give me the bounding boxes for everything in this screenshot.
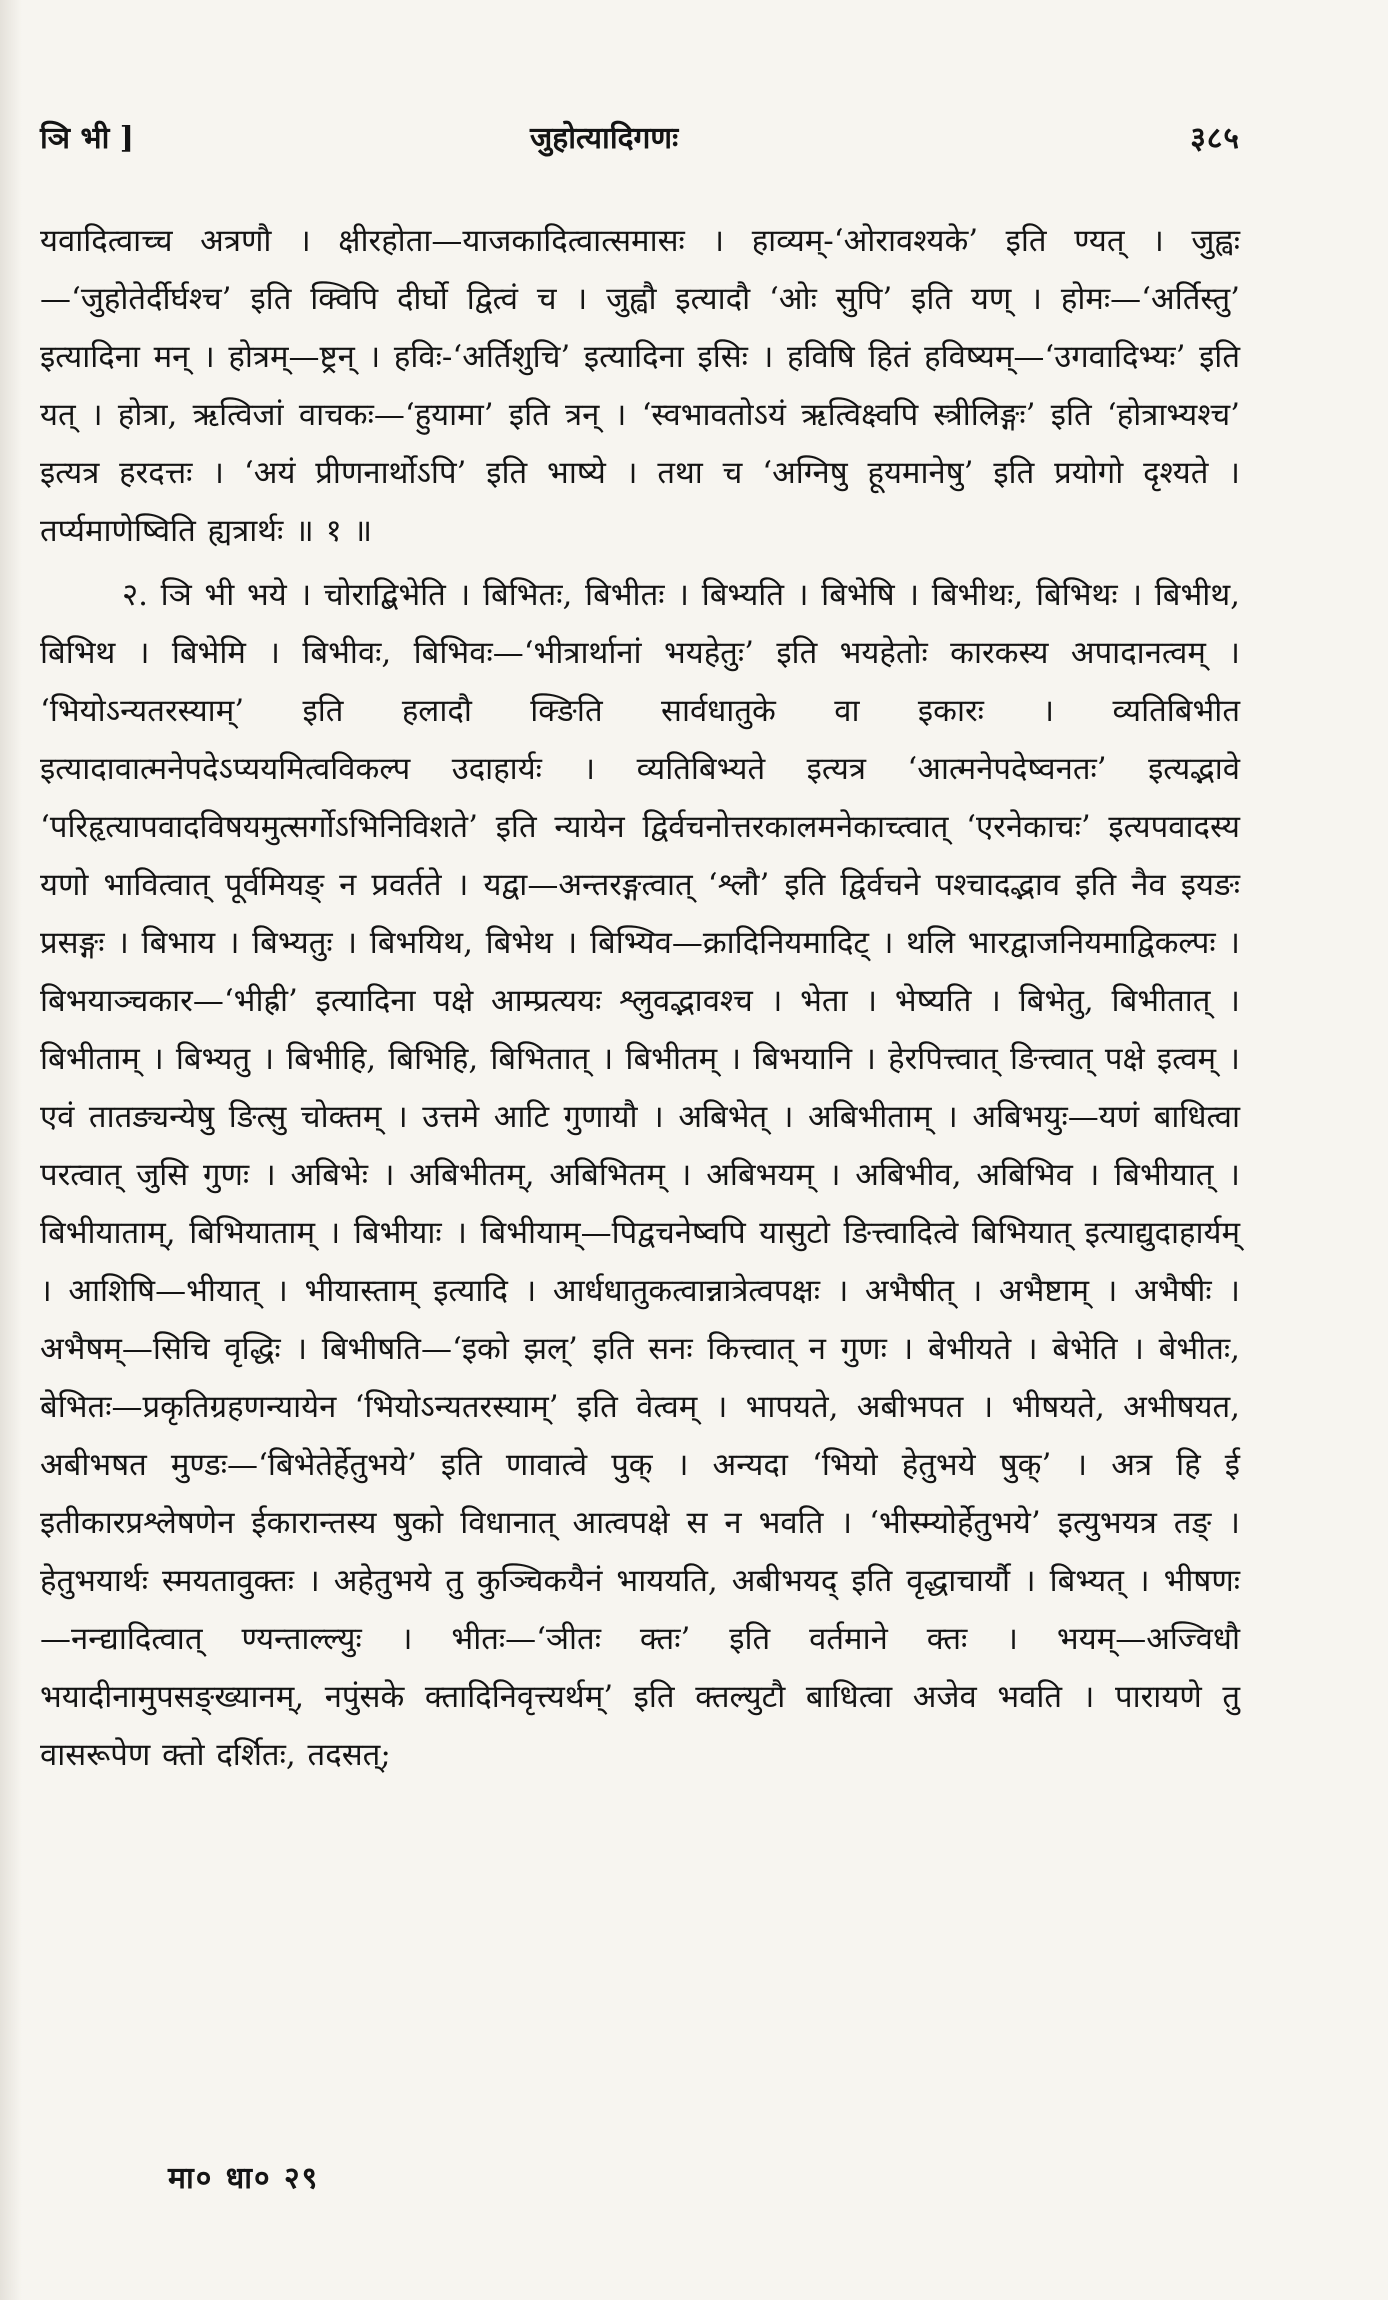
header-root-marker: ञि भी ] — [40, 121, 134, 156]
header-page-number: ३८५ — [1190, 121, 1240, 156]
page-body — [40, 212, 1240, 1784]
paragraph-1: यवादित्वाच्च अत्रणौ । क्षीरहोता—याजकादित्वात्समासः । हाव्यम्-‘ओरावश्यके’ इति ण्यत् । जुह्वः—‘जुहोतेर्दीर्घश्च’ इति क्विपि दीर्घो द्वित्वं च । जुह्वौ इत्यादौ ‘ओः सुपि’ इति यण् । होमः—‘अर्तिस्तु’ इत्यादिना मन् । होत्रम्—ष्ट्रन् । हविः-‘अर्तिशुचि’ इत्यादिना इसिः । हविषि हितं हविष्यम्—‘उगवादिभ्यः’ इति यत् । होत्रा, ऋत्विजां वाचकः—‘हुयामा’ इति त्रन् । ‘स्वभावतोऽयं ऋत्विक्ष्वपि स्त्रीलिङ्गः’ इति ‘होत्राभ्यश्च’ इत्यत्र हरदत्तः । ‘अयं प्रीणनार्थोऽपि’ इति भाष्ये । तथा च ‘अग्निषु हूयमानेषु’ इति प्रयोगो दृश्यते । तर्प्यमाणेष्विति ह्यत्रार्थः ॥ १ ॥ — [40, 223, 1240, 549]
scan-gutter-shadow — [0, 0, 22, 2300]
header-section-title: जुहोत्यादिगणः — [530, 121, 679, 156]
running-header — [40, 116, 1240, 166]
footer-signature-mark: मा० धा० २९ — [168, 2161, 320, 2196]
paragraph-2: २. ञि भी भये । चोराद्बिभेति । बिभितः, बिभीतः । बिभ्यति । बिभेषि । बिभीथः, बिभिथः । बिभीथ, बिभिथ । बिभेमि । बिभीवः, बिभिवः—‘भीत्रार्थानां भयहेतुः’ इति भयहेतोः कारकस्य अपादानत्वम् । ‘भियोऽन्यतरस्याम्’ इति हलादौ क्ङिति सार्वधातुके वा इकारः । व्यतिबिभीत इत्यादावात्मनेपदेऽप्ययमित्वविकल्प उदाहार्यः । व्यतिबिभ्यते इत्यत्र ‘आत्मनेपदेष्वनतः’ इत्यद्भावे ‘परिहृत्यापवादविषयमुत्सर्गोऽभिनिविशते’ इति न्यायेन द्विर्वचनोत्तरकालमनेकाच्त्वात् ‘एरनेकाचः’ इत्यपवादस्य यणो भावित्वात् पूर्वमियङ् न प्रवर्तते । यद्वा—अन्तरङ्गत्वात् ‘श्लौ’ इति द्विर्वचने पश्चादद्भाव इति नैव इयङः प्रसङ्गः । बिभाय । बिभ्यतुः । बिभयिथ, बिभेथ । बिभ्यिव—क्रादिनियमादिट् । थलि भारद्वाजनियमाद्विकल्पः । बिभयाञ्चकार—‘भीह्री’ इत्यादिना पक्षे आम्प्रत्ययः श्लुवद्भावश्च । भेता । भेष्यति । बिभेतु, बिभीतात् । बिभीताम् । बिभ्यतु । बिभीहि, बिभिहि, बिभितात् । बिभीतम् । बिभयानि । हेरपित्त्वात् ङित्त्वात् पक्षे इत्वम् । एवं तातङ्यन्येषु ङित्सु चोक्तम् । उत्तमे आटि गुणायौ । अबिभेत् । अबिभीताम् । अबिभयुः—यणं बाधित्वा परत्वात् जुसि गुणः । अबिभेः । अबिभीतम्, अबिभितम् । अबिभयम् । अबिभीव, अबिभिव । बिभीयात् । बिभीयाताम्, बिभियाताम् । बिभीयाः । बिभीयाम्—पिद्वचनेष्वपि यासुटो ङित्त्वादित्वे बिभियात् इत्याद्युदाहार्यम् । आशिषि—भीयात् । भीयास्ताम् इत्यादि । आर्धधातुकत्वान्नात्रेत्वपक्षः । अभैषीत् । अभैष्टाम् । अभैषीः । अभैषम्—सिचि वृद्धिः । बिभीषति—‘इको झल्’ इति सनः कित्त्वात् न गुणः । बेभीयते । बेभेति । बेभीतः, बेभितः—प्रकृतिग्रहणन्यायेन ‘भियोऽन्यतरस्याम्’ इति वेत्वम् । भापयते, अबीभपत । भीषयते, अभीषयत, अबीभषत मुण्डः—‘बिभेतेर्हेतुभये’ इति णावात्वे पुक् । अन्यदा ‘भियो हेतुभये षुक्’ । अत्र हि ई इतीकारप्रश्लेषणेन ईकारान्तस्य षुको विधानात् आत्वपक्षे स न भवति । ‘भीस्म्योर्हेतुभये’ इत्युभयत्र तङ् । हेतुभयार्थः स्मयतावुक्तः । अहेतुभये तु कुञ्चिकयैनं भाययति, अबीभयद् इति वृद्धाचार्यौ । बिभ्यत् । भीषणः—नन्द्यादित्वात् ण्यन्ताल्ल्युः । भीतः—‘ञीतः क्तः’ इति वर्तमाने क्तः । भयम्—अज्विधौ भयादीनामुपसङ्ख्यानम्, नपुंसके क्तादिनिवृत्त्यर्थम्’ इति क्तल्युटौ बाधित्वा अजेव भवति । पारायणे तु वासरूपेण क्तो दर्शितः, तदसत्; — [40, 577, 1240, 1773]
